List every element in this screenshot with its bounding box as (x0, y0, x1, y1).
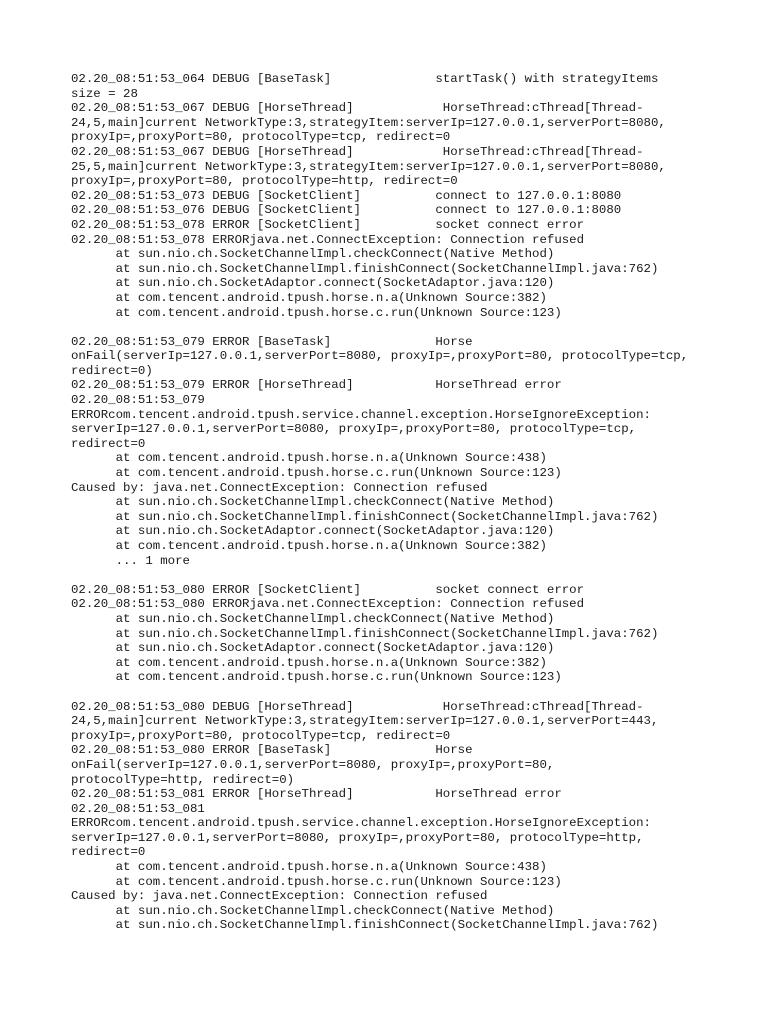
log-line: 02.20_08:51:53_076 DEBUG [SocketClient] connect to 127.0.0.1:8080 (71, 203, 622, 218)
log-line: proxyIp=,proxyPort=80, protocolType=tcp, redirect=0 (71, 728, 451, 743)
log-line: ERRORcom.tencent.android.tpush.service.channel.exception.HorseIgnoreException: (71, 816, 651, 831)
log-line: 02.20_08:51:53_078 ERRORjava.net.ConnectException: Connection refused (71, 232, 585, 247)
log-line: 02.20_08:51:53_081 (71, 801, 205, 816)
log-line: redirect=0 (71, 845, 146, 860)
log-line: onFail(serverIp=127.0.0.1,serverPort=8080, proxyIp=,proxyPort=80, protocolType=tcp, (71, 349, 689, 364)
log-line: 02.20_08:51:53_079 (71, 393, 205, 408)
log-line: size = 28 (71, 86, 138, 101)
log-line: Caused by: java.net.ConnectException: Connection refused (71, 889, 488, 904)
log-line: at sun.nio.ch.SocketChannelImpl.finishConnect(SocketChannelImpl.java:762) (71, 261, 659, 276)
log-line: redirect=0) (71, 363, 153, 378)
blank-line (71, 685, 711, 700)
log-line: 02.20_08:51:53_080 ERRORjava.net.ConnectException: Connection refused (71, 597, 585, 612)
log-line: 02.20_08:51:53_067 DEBUG [HorseThread] HorseThread:cThread[Thread- (71, 144, 644, 159)
log-line: at com.tencent.android.tpush.horse.c.run(Unknown Source:123) (71, 670, 562, 685)
log-line: 02.20_08:51:53_081 ERROR [HorseThread] HorseThread error (71, 787, 562, 802)
log-line: 02.20_08:51:53_064 DEBUG [BaseTask] startTask() with strategyItems (71, 72, 659, 86)
log-line: 02.20_08:51:53_080 ERROR [BaseTask] Horse (71, 743, 473, 758)
log-line: at com.tencent.android.tpush.horse.n.a(Unknown Source:382) (71, 539, 547, 553)
log-line: at com.tencent.android.tpush.horse.n.a(Unknown Source:382) (71, 290, 547, 305)
log-line: 24,5,main]current NetworkType:3,strategyItem:serverIp=127.0.0.1,serverPort=443, (71, 714, 659, 729)
log-line: at sun.nio.ch.SocketChannelImpl.checkConnect(Native Method) (71, 495, 555, 510)
log-line: at sun.nio.ch.SocketChannelImpl.checkConnect(Native Method) (71, 247, 555, 262)
log-line: Caused by: java.net.ConnectException: Connection refused (71, 480, 488, 495)
log-line: at com.tencent.android.tpush.horse.c.run(Unknown Source:123) (71, 305, 562, 320)
log-line: at com.tencent.android.tpush.horse.n.a(Unknown Source:438) (71, 860, 547, 875)
log-line: at sun.nio.ch.SocketAdaptor.connect(SocketAdaptor.java:120) (71, 276, 555, 291)
log-line: onFail(serverIp=127.0.0.1,serverPort=8080, proxyIp=,proxyPort=80, (71, 757, 555, 772)
blank-line (71, 568, 711, 583)
log-line: protocolType=http, redirect=0) (71, 772, 295, 787)
log-line: at sun.nio.ch.SocketAdaptor.connect(SocketAdaptor.java:120) (71, 524, 555, 539)
log-line: 02.20_08:51:53_080 DEBUG [HorseThread] HorseThread:cThread[Thread- (71, 699, 644, 714)
log-line: at sun.nio.ch.SocketChannelImpl.checkConnect(Native Method) (71, 611, 555, 626)
log-line: at com.tencent.android.tpush.horse.c.run(Unknown Source:123) (71, 466, 562, 481)
log-line: at sun.nio.ch.SocketChannelImpl.checkConnect(Native Method) (71, 903, 555, 918)
log-line: redirect=0 (71, 436, 146, 451)
log-line: at sun.nio.ch.SocketChannelImpl.finishConnect(SocketChannelImpl.java:762) (71, 918, 659, 933)
log-line: proxyIp=,proxyPort=80, protocolType=tcp, redirect=0 (71, 130, 451, 145)
log-line: at com.tencent.android.tpush.horse.c.run(Unknown Source:123) (71, 874, 562, 889)
log-line: ERRORcom.tencent.android.tpush.service.channel.exception.HorseIgnoreException: (71, 407, 651, 422)
blank-line (71, 320, 711, 335)
log-line: serverIp=127.0.0.1,serverPort=8080, proxyIp=,proxyPort=80, protocolType=tcp, (71, 422, 637, 437)
log-line: serverIp=127.0.0.1,serverPort=8080, proxyIp=,proxyPort=80, protocolType=http, (71, 830, 644, 845)
log-line: 02.20_08:51:53_079 ERROR [HorseThread] HorseThread error (71, 378, 562, 393)
log-line: proxyIp=,proxyPort=80, protocolType=http, redirect=0 (71, 174, 458, 189)
log-line: 02.20_08:51:53_078 ERROR [SocketClient] socket connect error (71, 217, 585, 232)
log-line: 02.20_08:51:53_079 ERROR [BaseTask] Horse (71, 334, 473, 349)
log-line: at sun.nio.ch.SocketChannelImpl.finishConnect(SocketChannelImpl.java:762) (71, 626, 659, 641)
log-text-block (71, 72, 711, 933)
log-line: 02.20_08:51:53_073 DEBUG [SocketClient] connect to 127.0.0.1:8080 (71, 188, 622, 203)
log-line: 02.20_08:51:53_080 ERROR [SocketClient] socket connect error (71, 582, 585, 597)
log-line: 02.20_08:51:53_067 DEBUG [HorseThread] HorseThread:cThread[Thread- (71, 101, 644, 116)
log-line: at com.tencent.android.tpush.horse.n.a(Unknown Source:382) (71, 655, 547, 670)
log-line: 25,5,main]current NetworkType:3,strategyItem:serverIp=127.0.0.1,serverPort=8080, (71, 159, 666, 174)
log-line: at com.tencent.android.tpush.horse.n.a(Unknown Source:438) (71, 451, 547, 466)
log-line: at sun.nio.ch.SocketAdaptor.connect(SocketAdaptor.java:120) (71, 641, 555, 656)
log-line: 24,5,main]current NetworkType:3,strategyItem:serverIp=127.0.0.1,serverPort=8080, (71, 115, 666, 130)
log-line: at sun.nio.ch.SocketChannelImpl.finishConnect(SocketChannelImpl.java:762) (71, 509, 659, 524)
log-line: ... 1 more (71, 553, 190, 568)
